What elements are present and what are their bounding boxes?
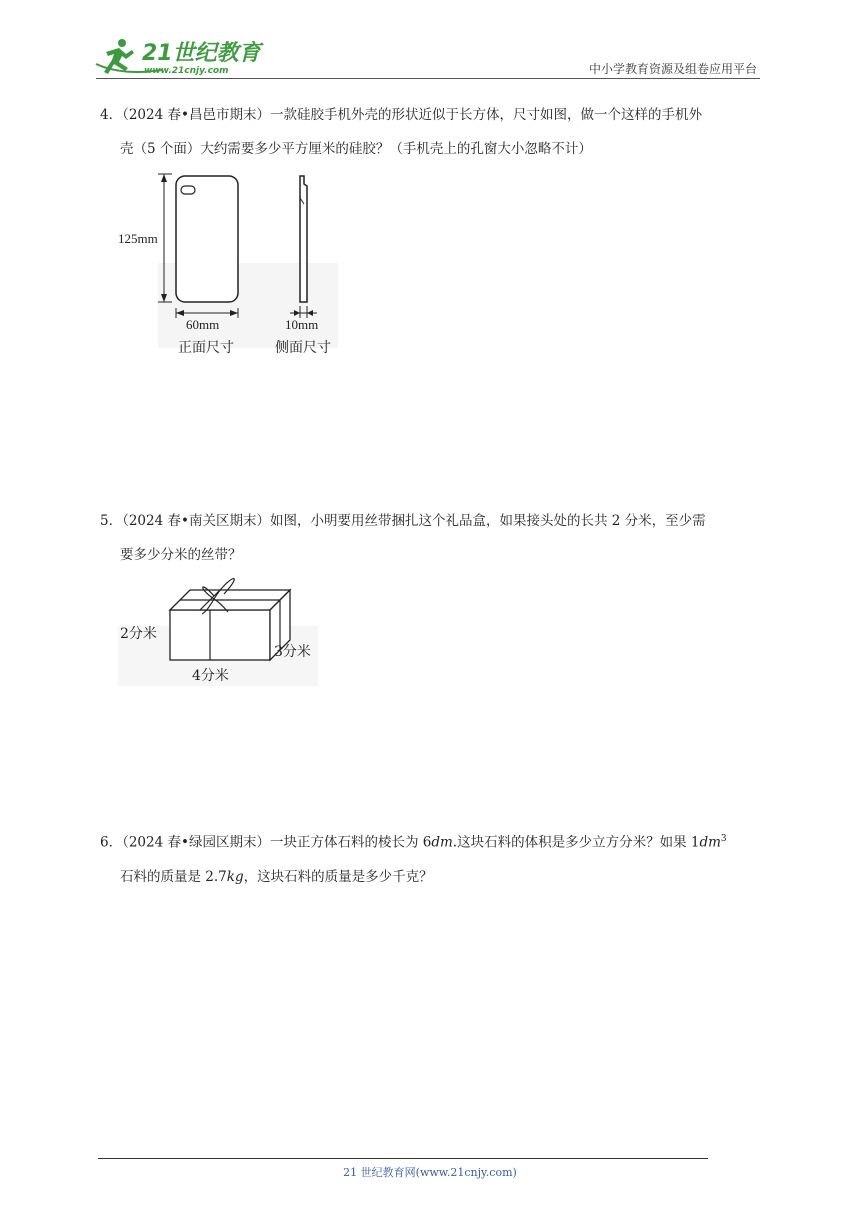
- question-6-line-2: 石料的质量是 2.7kg，这块石料的质量是多少千克？: [120, 868, 433, 885]
- phone-height-label: 125mm: [118, 231, 158, 246]
- logo-text: 21世纪教育: [142, 41, 261, 66]
- phone-front-outline: [176, 176, 238, 302]
- box-height-label: 2分米: [120, 626, 157, 642]
- phone-width-label: 60mm: [186, 317, 220, 332]
- question-4-line-2: 壳（5 个面）大约需要多少平方厘米的硅胶？（手机壳上的孔窗大小忽略不计）: [120, 141, 592, 157]
- question-6: [100, 822, 765, 894]
- gift-box-figure: [118, 566, 328, 692]
- box-front: [170, 610, 270, 660]
- header-platform-text: 中小学教育资源及组卷应用平台: [588, 62, 757, 76]
- logo-graphic: [92, 34, 272, 78]
- front-caption: 正面尺寸: [178, 340, 234, 356]
- phone-case-figure: [118, 168, 358, 372]
- box-depth-label: 3分米: [274, 644, 311, 660]
- question-5-line-2: 要多少分米的丝带？: [120, 547, 242, 563]
- side-caption: 侧面尺寸: [275, 340, 331, 356]
- question-5: [100, 504, 765, 572]
- question-4: [100, 98, 765, 166]
- question-6-line-1: 6．（2024 春•绿园区期末）一块正方体石料的棱长为 6dm.这块石料的体积是多少立方分米？如果 $1dm^3$: [100, 834, 727, 851]
- phone-depth-label: 10mm: [285, 317, 319, 332]
- question-4-line-1: 4．（2024 春•昌邑市期末）一款硅胶手机外壳的形状近似于长方体，尺寸如图，做一个这样的手机外: [100, 107, 702, 123]
- box-length-label: 4分米: [192, 668, 229, 684]
- footer-site-link[interactable]: 21 世纪教育网(www.21cnjy.com): [343, 1166, 517, 1179]
- logo-url: www.21cnjy.com: [144, 66, 229, 76]
- phone-side-outline: [300, 176, 307, 302]
- question-5-line-1: 5．（2024 春•南关区期末）如图，小明要用丝带捆扎这个礼品盒，如果接头处的长共 2 分米，至少需: [100, 513, 706, 529]
- footer-divider: [98, 1158, 708, 1159]
- site-logo: [92, 34, 272, 78]
- header-divider: [96, 78, 760, 79]
- camera-hole: [181, 186, 195, 194]
